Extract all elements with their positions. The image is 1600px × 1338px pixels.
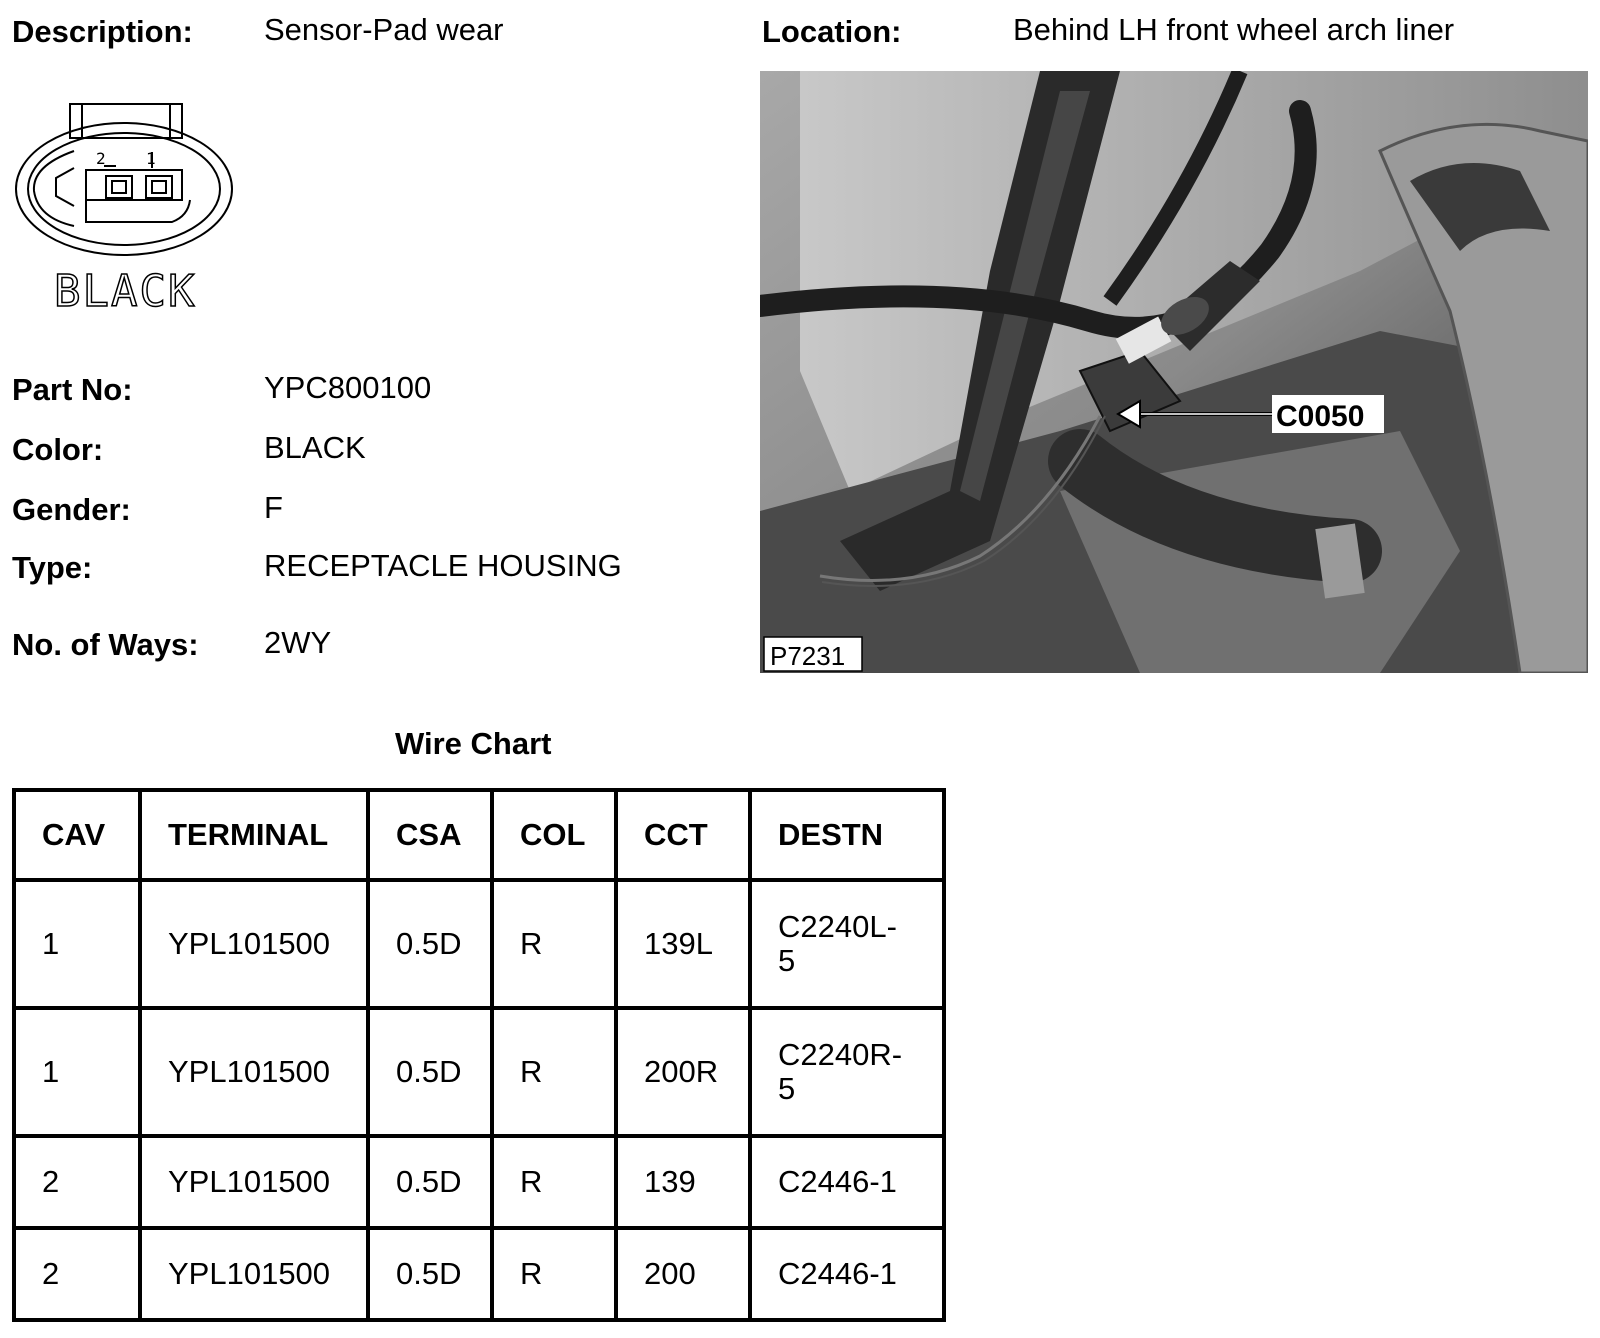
wire-chart-title: Wire Chart bbox=[395, 726, 552, 761]
cell-csa: 0.5D bbox=[368, 1136, 492, 1228]
wire-chart-table bbox=[12, 788, 946, 1322]
table-row bbox=[14, 1228, 944, 1320]
cell-cav: 1 bbox=[14, 1008, 140, 1136]
color-value: BLACK bbox=[264, 430, 366, 465]
gender-label: Gender: bbox=[12, 492, 131, 527]
col-header-terminal: TERMINAL bbox=[140, 790, 368, 880]
col-header-col: COL bbox=[492, 790, 616, 880]
cell-csa: 0.5D bbox=[368, 1228, 492, 1320]
callout-label: C0050 bbox=[1276, 400, 1365, 433]
col-header-cct: CCT bbox=[616, 790, 750, 880]
connector-face-diagram bbox=[12, 96, 242, 316]
cell-cct: 200R bbox=[616, 1008, 750, 1136]
cell-col: R bbox=[492, 1008, 616, 1136]
location-value: Behind LH front wheel arch liner bbox=[1013, 12, 1455, 47]
cell-destn: C2240L-5 bbox=[750, 880, 944, 1008]
table-header-row bbox=[14, 790, 944, 880]
pin-label-2: 2 bbox=[96, 149, 106, 168]
cell-csa: 0.5D bbox=[368, 1008, 492, 1136]
col-header-destn: DESTN bbox=[750, 790, 944, 880]
cell-destn: C2240R-5 bbox=[750, 1008, 944, 1136]
cell-cct: 139L bbox=[616, 880, 750, 1008]
cell-destn: C2446-1 bbox=[750, 1228, 944, 1320]
table-row bbox=[14, 1008, 944, 1136]
cell-cct: 139 bbox=[616, 1136, 750, 1228]
gender-value: F bbox=[264, 490, 283, 525]
description-label: Description: bbox=[12, 14, 193, 49]
table-row bbox=[14, 880, 944, 1008]
cell-col: R bbox=[492, 1136, 616, 1228]
cell-cav: 2 bbox=[14, 1228, 140, 1320]
cell-terminal: YPL101500 bbox=[140, 1008, 368, 1136]
pin-label-1: 1 bbox=[146, 149, 156, 168]
ways-value: 2WY bbox=[264, 625, 332, 660]
cell-terminal: YPL101500 bbox=[140, 1136, 368, 1228]
cell-col: R bbox=[492, 1228, 616, 1320]
type-label: Type: bbox=[12, 550, 93, 585]
col-header-csa: CSA bbox=[368, 790, 492, 880]
location-photo-illustration bbox=[760, 71, 1588, 673]
cell-csa: 0.5D bbox=[368, 880, 492, 1008]
part-no-value: YPC800100 bbox=[264, 370, 432, 405]
col-header-cav: CAV bbox=[14, 790, 140, 880]
ways-label: No. of Ways: bbox=[12, 627, 199, 662]
connector-color-text: BLACK bbox=[54, 266, 197, 316]
cell-terminal: YPL101500 bbox=[140, 1228, 368, 1320]
cell-destn: C2446-1 bbox=[750, 1136, 944, 1228]
color-label: Color: bbox=[12, 432, 104, 467]
part-no-label: Part No: bbox=[12, 372, 133, 407]
cell-cav: 2 bbox=[14, 1136, 140, 1228]
cell-terminal: YPL101500 bbox=[140, 880, 368, 1008]
cell-cct: 200 bbox=[616, 1228, 750, 1320]
table-row bbox=[14, 1136, 944, 1228]
figure-id: P7231 bbox=[770, 641, 846, 671]
description-value: Sensor-Pad wear bbox=[264, 12, 504, 47]
cell-col: R bbox=[492, 880, 616, 1008]
cell-cav: 1 bbox=[14, 880, 140, 1008]
location-label: Location: bbox=[762, 14, 902, 49]
type-value: RECEPTACLE HOUSING bbox=[264, 548, 622, 583]
location-photo bbox=[760, 71, 1588, 673]
